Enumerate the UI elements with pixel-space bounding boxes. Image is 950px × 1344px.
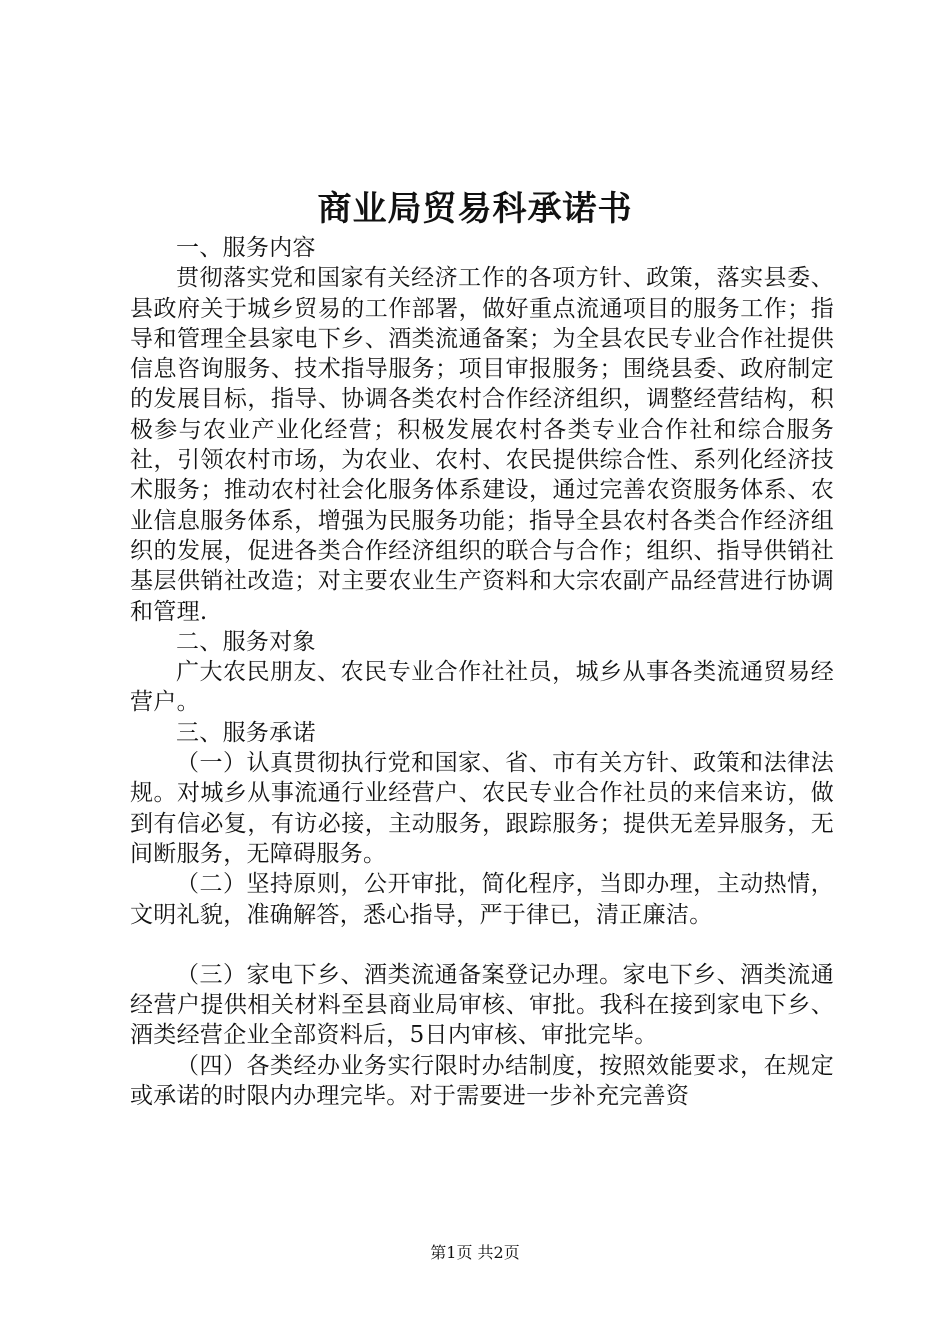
document-body [130,233,834,1111]
section-heading-service-content: 一、服务内容 [176,235,316,261]
paragraph-service-content: 贯彻落实党和国家有关经济工作的各项方针、政策，落实县委、县政府关于城乡贸易的工作部署，做好重点流通项目的服务工作；指导和管理全县家电下乡、酒类流通备案；为全县农民专业合作社提供信息咨询服务、技术指导服务；项目审报服务；围绕县委、政府制定的发展目标，指导、协调各类农村合作经济组织，调整经营结构，积极参与农业产业化经营；积极发展农村各类专业合作社和综合服务社，引领农村市场，为农业、农村、农民提供综合性、系列化经济技术服务；推动农村社会化服务体系建设，通过完善农资服务体系、农业信息服务体系，增强为民服务功能；指导全县农村各类合作经济组织的发展，促进各类合作经济组织的联合与合作；组织、指导供销社基层供销社改造；对主要农业生产资料和大宗农副产品经营进行协调和管理. [130,265,834,625]
document-title: 商业局贸易科承诺书 [317,189,633,229]
paragraph-service-target: 广大农民朋友、农民专业合作社社员，城乡从事各类流通贸易经营户。 [130,659,834,716]
paragraph-commitment-3: （三）家电下乡、酒类流通备案登记办理。家电下乡、酒类流通经营户提供相关材料至县商业局审核、审批。我科在接到家电下乡、酒类经营企业全部资料后，5日内审核、审批完毕。 [130,961,834,1049]
page-number-footer: 第1页 共2页 [430,1243,520,1262]
paragraph-commitment-4: （四）各类经办业务实行限时办结制度，按照效能要求，在规定或承诺的时限内办理完毕。对于需要进一步补充完善资 [130,1052,834,1110]
section-heading-service-commitment: 三、服务承诺 [176,719,316,746]
section-heading-service-target: 二、服务对象 [176,628,316,655]
paragraph-commitment-2: （二）坚持原则，公开审批，简化程序，当即办理，主动热情，文明礼貌，准确解答，悉心指导，严于律已，清正廉洁。 [130,871,834,928]
paragraph-commitment-1: （一）认真贯彻执行党和国家、省、市有关方针、政策和法律法规。对城乡从事流通行业经营户、农民专业合作社员的来信来访，做到有信必复，有访必接，主动服务，跟踪服务；提供无差异服务，无间断服务，无障碍服务。 [130,750,834,867]
